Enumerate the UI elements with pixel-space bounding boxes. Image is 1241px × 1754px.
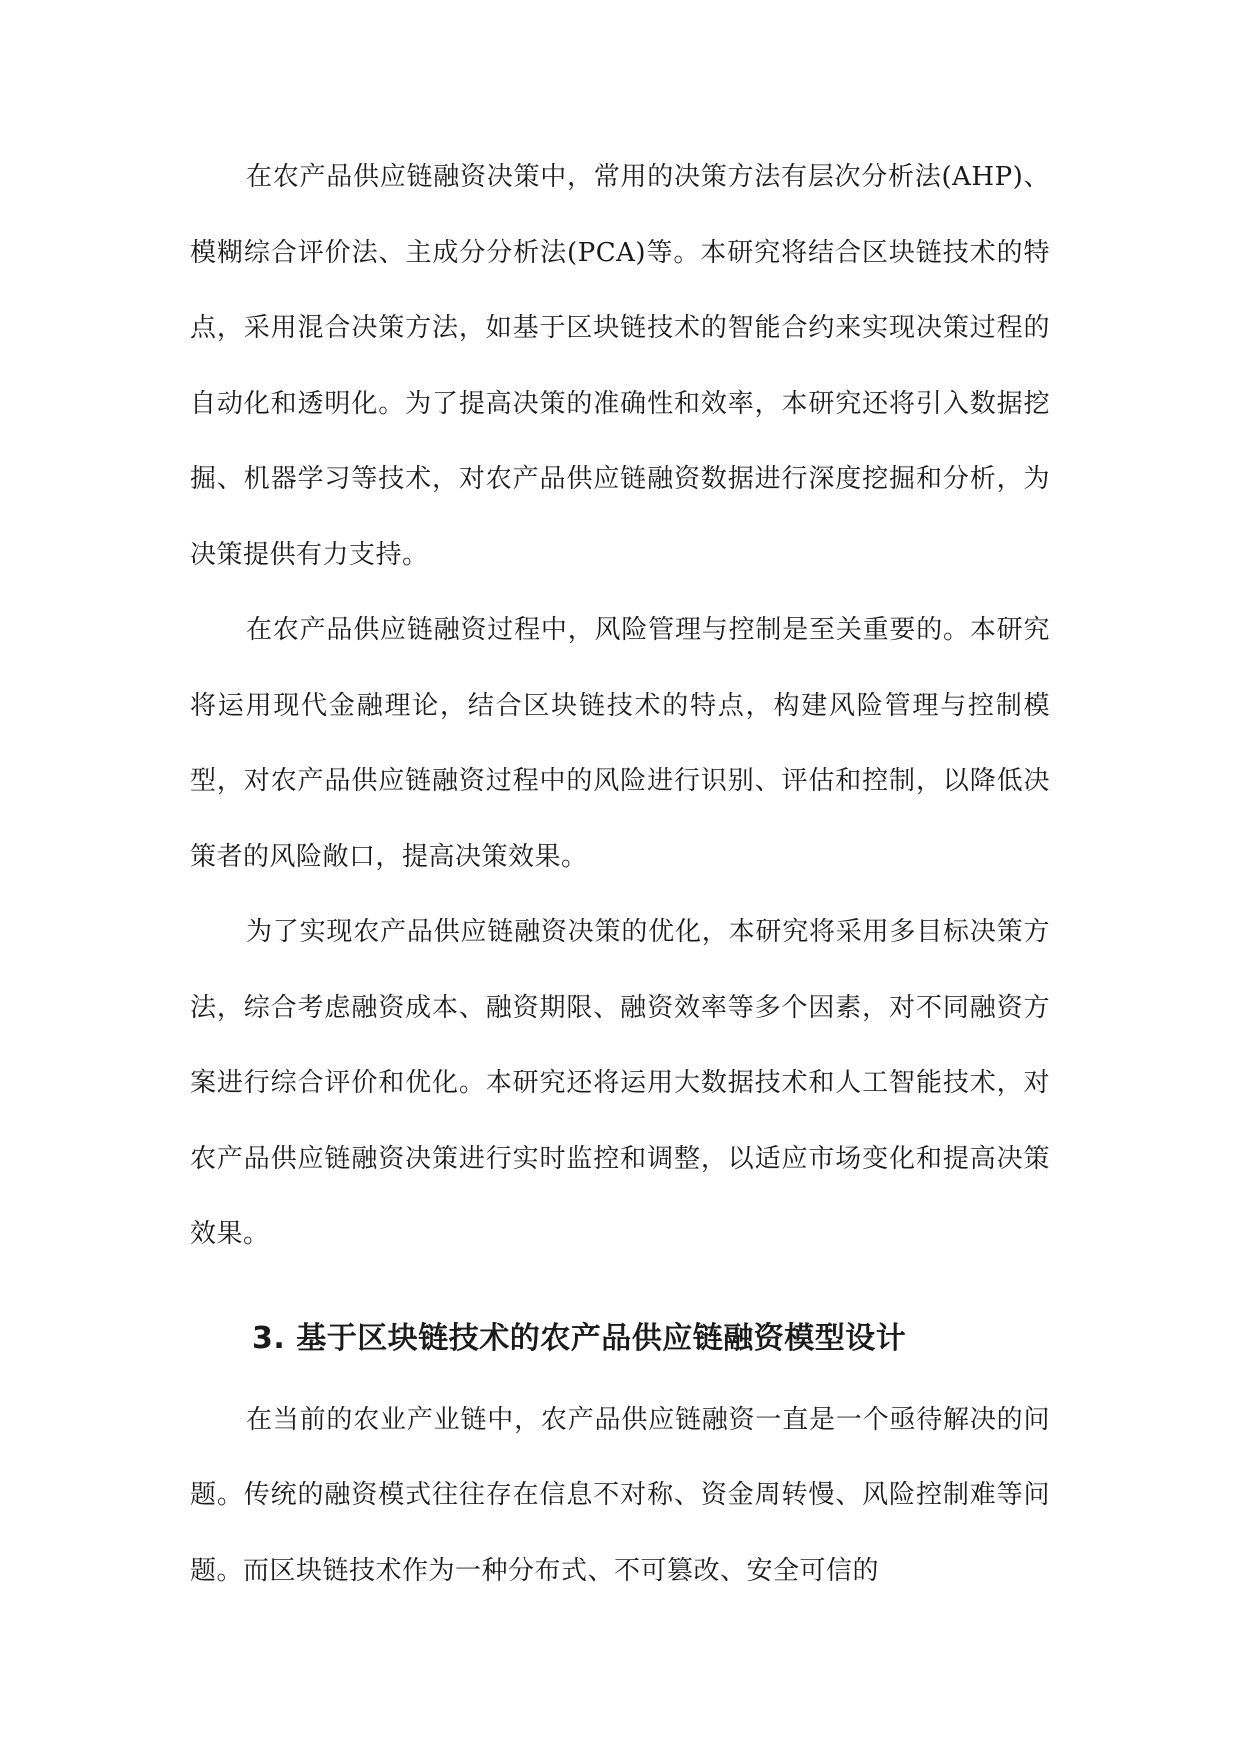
paragraph-decision-optimization: 为了实现农产品供应链融资决策的优化，本研究将采用多目标决策方法，综合考虑融资成本、融资期限、融资效率等多个因素，对不同融资方案进行综合评价和优化。本研究还将运用大数据技术和人工智能技术，对农产品供应链融资决策进行实时监控和调整，以适应市场变化和提高决策效果。 (190, 917, 1050, 1249)
section-heading: 3. 基于区块链技术的农产品供应链融资模型设计 (252, 1320, 907, 1356)
paragraph-risk-management: 在农产品供应链融资过程中，风险管理与控制是至关重要的。本研究将运用现代金融理论，结合区块链技术的特点，构建风险管理与控制模型，对农产品供应链融资过程中的风险进行识别、评估和控制，以降低决策者的风险敞口，提高决策效果。 (190, 615, 1050, 872)
paragraph-decision-methods: 在农产品供应链融资决策中，常用的决策方法有层次分析法(AHP)、模糊综合评价法、主成分分析法(PCA)等。本研究将结合区块链技术的特点，采用混合决策方法，如基于区块链技术的智能合约来实现决策过程的自动化和透明化。为了提高决策的准确性和效率，本研究还将引入数据挖掘、机器学习等技术，对农产品供应链融资数据进行深度挖掘和分析，为决策提供有力支持。 (190, 162, 1050, 570)
paragraph-current-agriculture: 在当前的农业产业链中，农产品供应链融资一直是一个亟待解决的问题。传统的融资模式往往存在信息不对称、资金周转慢、风险控制难等问题。而区块链技术作为一种分布式、不可篡改、安全可信的 (190, 1404, 1050, 1586)
document-body (190, 140, 1050, 1609)
